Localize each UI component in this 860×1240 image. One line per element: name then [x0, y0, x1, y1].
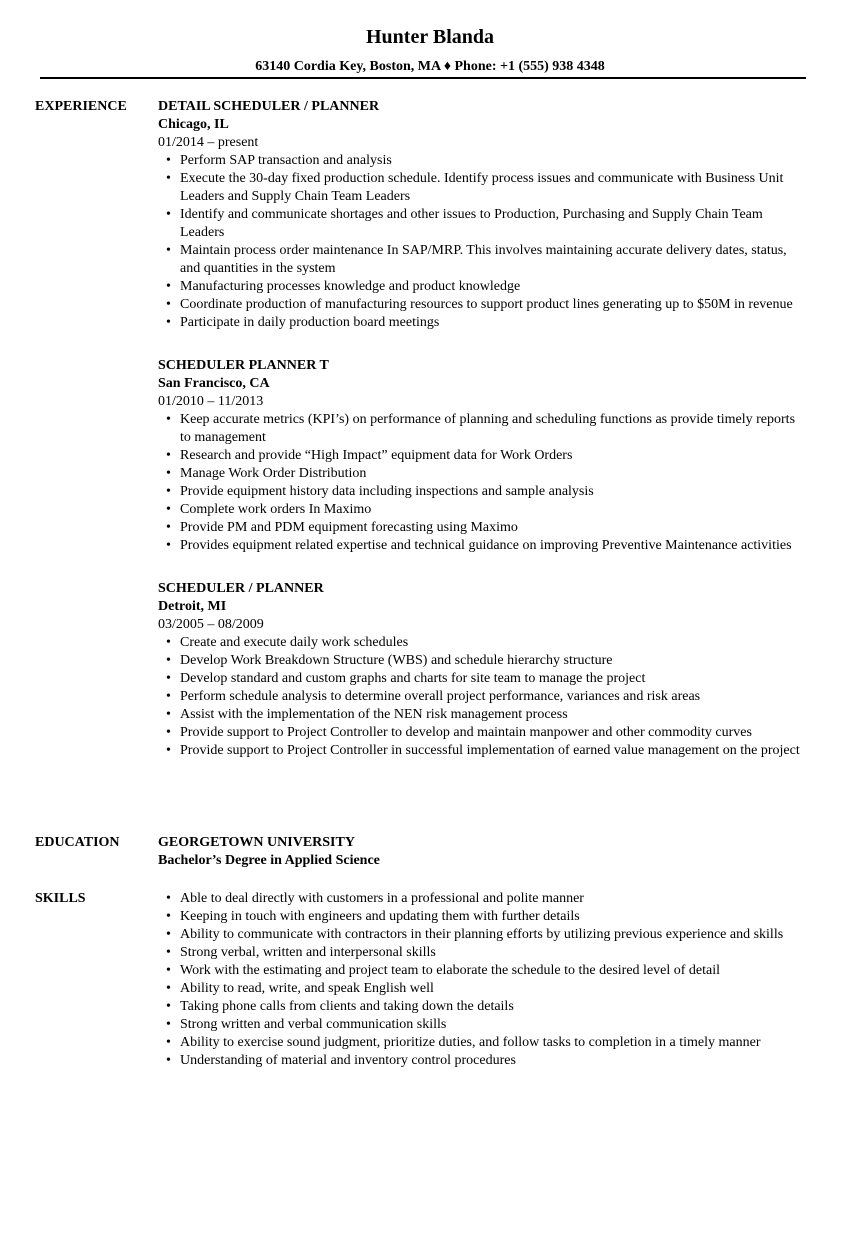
list-item: • Coordinate production of manufacturing resources to support product lines generating up to $50M in revenue	[180, 296, 805, 314]
list-item: • Understanding of material and inventory control procedures	[180, 1052, 805, 1070]
section-label: EDUCATION	[35, 835, 120, 850]
list-item: • Provide PM and PDM equipment forecasting using Maximo	[180, 519, 805, 537]
list-item: • Ability to exercise sound judgment, prioritize duties, and follow tasks to completion in a timely manner	[180, 1034, 805, 1052]
list-item: • Complete work orders In Maximo	[180, 501, 805, 519]
job-dates: 03/2005 – 08/2009	[158, 617, 264, 632]
job-dates: 01/2010 – 11/2013	[158, 394, 264, 409]
jobs-list	[158, 98, 805, 760]
list-item: • Perform schedule analysis to determine overall project performance, variances and risk areas	[180, 688, 805, 706]
list-item: • Identify and communicate shortages and other issues to Production, Purchasing and Supply Chain Team Leaders	[180, 206, 805, 242]
job-title: DETAIL SCHEDULER / PLANNER	[158, 99, 380, 114]
list-item: • Keeping in touch with engineers and updating them with further details	[180, 908, 805, 926]
degree: Bachelor’s Degree in Applied Science	[158, 853, 380, 868]
job-location: Detroit, MI	[158, 599, 227, 614]
list-item: • Strong verbal, written and interpersonal skills	[180, 944, 805, 962]
list-item: • Keep accurate metrics (KPI’s) on performance of planning and scheduling functions as provide timely reports to management	[180, 411, 805, 447]
candidate-name: Hunter Blanda	[366, 26, 494, 48]
list-item: • Taking phone calls from clients and taking down the details	[180, 998, 805, 1016]
list-item: • Ability to read, write, and speak English well	[180, 980, 805, 998]
job-dates: 01/2014 – present	[158, 135, 259, 150]
job-entry	[158, 357, 805, 555]
experience-section	[35, 98, 805, 785]
job-title: SCHEDULER PLANNER T	[158, 358, 329, 373]
list-item: • Manufacturing processes knowledge and product knowledge	[180, 278, 805, 296]
job-bullets	[158, 411, 805, 555]
section-label: SKILLS	[35, 891, 86, 906]
job-bullets	[158, 152, 805, 332]
list-item: • Execute the 30-day fixed production schedule. Identify process issues and communicate with Business Unit Leaders and Supply Chain Team Leaders	[180, 170, 805, 206]
list-item: • Strong written and verbal communication skills	[180, 1016, 805, 1034]
list-item: • Maintain process order maintenance In SAP/MRP. This involves maintaining accurate delivery dates, status, and quantities in the system	[180, 242, 805, 278]
section-label: EXPERIENCE	[35, 99, 127, 114]
list-item: • Manage Work Order Distribution	[180, 465, 805, 483]
job-title: SCHEDULER / PLANNER	[158, 581, 324, 596]
list-item: • Ability to communicate with contractors in their planning efforts by utilizing previous experience and skills	[180, 926, 805, 944]
list-item: • Provide support to Project Controller to develop and maintain manpower and other commodity curves	[180, 724, 805, 742]
school-name: GEORGETOWN UNIVERSITY	[158, 835, 355, 850]
skills-list	[158, 890, 805, 1070]
list-item: • Provide support to Project Controller in successful implementation of earned value management on the project	[180, 742, 805, 760]
list-item: • Develop standard and custom graphs and charts for site team to manage the project	[180, 670, 805, 688]
list-item: • Able to deal directly with customers in a professional and polite manner	[180, 890, 805, 908]
job-entry	[158, 98, 805, 332]
list-item: • Create and execute daily work schedules	[180, 634, 805, 652]
skills-section	[35, 890, 805, 1070]
job-bullets	[158, 634, 805, 760]
list-item: • Develop Work Breakdown Structure (WBS) and schedule hierarchy structure	[180, 652, 805, 670]
list-item: • Research and provide “High Impact” equipment data for Work Orders	[180, 447, 805, 465]
list-item: • Participate in daily production board meetings	[180, 314, 805, 332]
list-item: • Assist with the implementation of the NEN risk management process	[180, 706, 805, 724]
job-location: San Francisco, CA	[158, 376, 270, 391]
list-item: • Provide equipment history data including inspections and sample analysis	[180, 483, 805, 501]
job-location: Chicago, IL	[158, 117, 229, 132]
list-item: • Perform SAP transaction and analysis	[180, 152, 805, 170]
job-entry	[158, 580, 805, 760]
list-item: • Provides equipment related expertise and technical guidance on improving Preventive Maintenance activities	[180, 537, 805, 555]
header-divider	[40, 77, 806, 79]
list-item: • Work with the estimating and project team to elaborate the schedule to the desired level of detail	[180, 962, 805, 980]
contact-info: 63140 Cordia Key, Boston, MA ♦ Phone: +1 (555) 938 4348	[255, 59, 605, 74]
education-section	[35, 834, 805, 870]
